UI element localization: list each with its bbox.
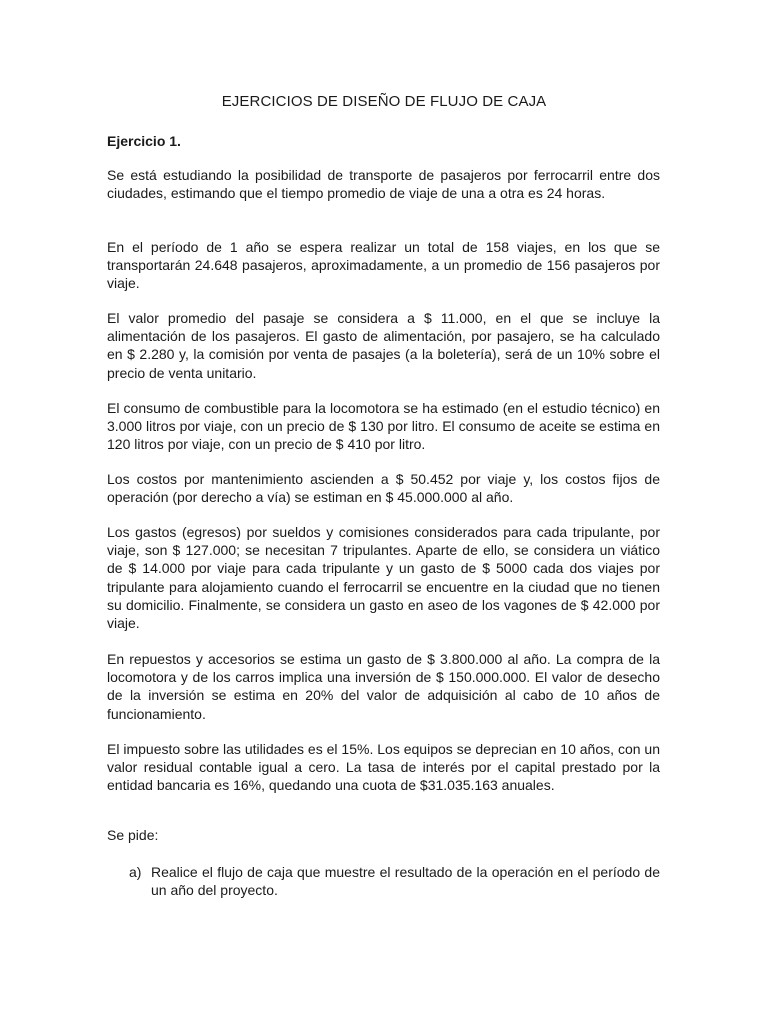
paragraph: Los costos por mantenimiento ascienden a $ 50.452 por viaje y, los costos fijos de operación (por derecho a vía) se estiman en $ 45.000.000 al año. (107, 471, 660, 506)
list-item-text: Realice el flujo de caja que muestre el resultado de la operación en el período de un año del proyecto. (151, 864, 660, 899)
paragraph: El consumo de combustible para la locomotora se ha estimado (en el estudio técnico) en 3.000 litros por viaje, con un precio de $ 130 por litro. El consumo de aceite se estima en 120 litros por viaje, con un precio de $ 410 por litro. (107, 400, 660, 453)
document-title: EJERCICIOS DE DISEÑO DE FLUJO DE CAJA (221, 93, 547, 110)
paragraph: El valor promedio del pasaje se considera a $ 11.000, en el que se incluye la alimentación de los pasajeros. El gasto de alimentación, por pasajero, se ha calculado en $ 2.280 y, la comisión por venta de pasajes (a la boletería), será de un 10% sobre el precio de venta unitario. (107, 310, 660, 381)
list-marker: a) (129, 864, 142, 880)
paragraph: Se está estudiando la posibilidad de transporte de pasajeros por ferrocarril entre dos ciudades, estimando que el tiempo promedio de viaje de una a otra es 24 horas. (107, 167, 660, 202)
paragraph: El impuesto sobre las utilidades es el 15%. Los equipos se deprecian en 10 años, con un valor residual contable igual a cero. La tasa de interés por el capital prestado por la entidad bancaria es 16%, quedando una cuota de $31.035.163 anuales. (107, 741, 660, 794)
paragraph: En repuestos y accesorios se estima un gasto de $ 3.800.000 al año. La compra de la locomotora y de los carros implica una inversión de $ 150.000.000. El valor de desecho de la inversión se estima en 20% del valor de adquisición al cabo de 10 años de funcionamiento. (107, 651, 660, 722)
paragraph: Los gastos (egresos) por sueldos y comisiones considerados para cada tripulante, por viaje, son $ 127.000; se necesitan 7 tripulantes. Aparte de ello, se considera un viático de $ 14.000 por viaje para cada tripulante y un gasto de $ 5000 cada dos viajes por tripulante para alojamiento cuando el ferrocarril se encuentre en la ciudad que no tienen su domicilio. Finalmente, se considera un gasto en aseo de los vagones de $ 42.000 por viaje. (107, 524, 660, 632)
list-item (129, 863, 660, 899)
paragraph: En el período de 1 año se espera realizar un total de 158 viajes, en los que se transportarán 24.648 pasajeros, aproximadamente, a un promedio de 156 pasajeros por viaje. (107, 239, 660, 292)
exercise-heading: Ejercicio 1. (107, 133, 181, 149)
paragraph: Se pide: (107, 827, 159, 843)
